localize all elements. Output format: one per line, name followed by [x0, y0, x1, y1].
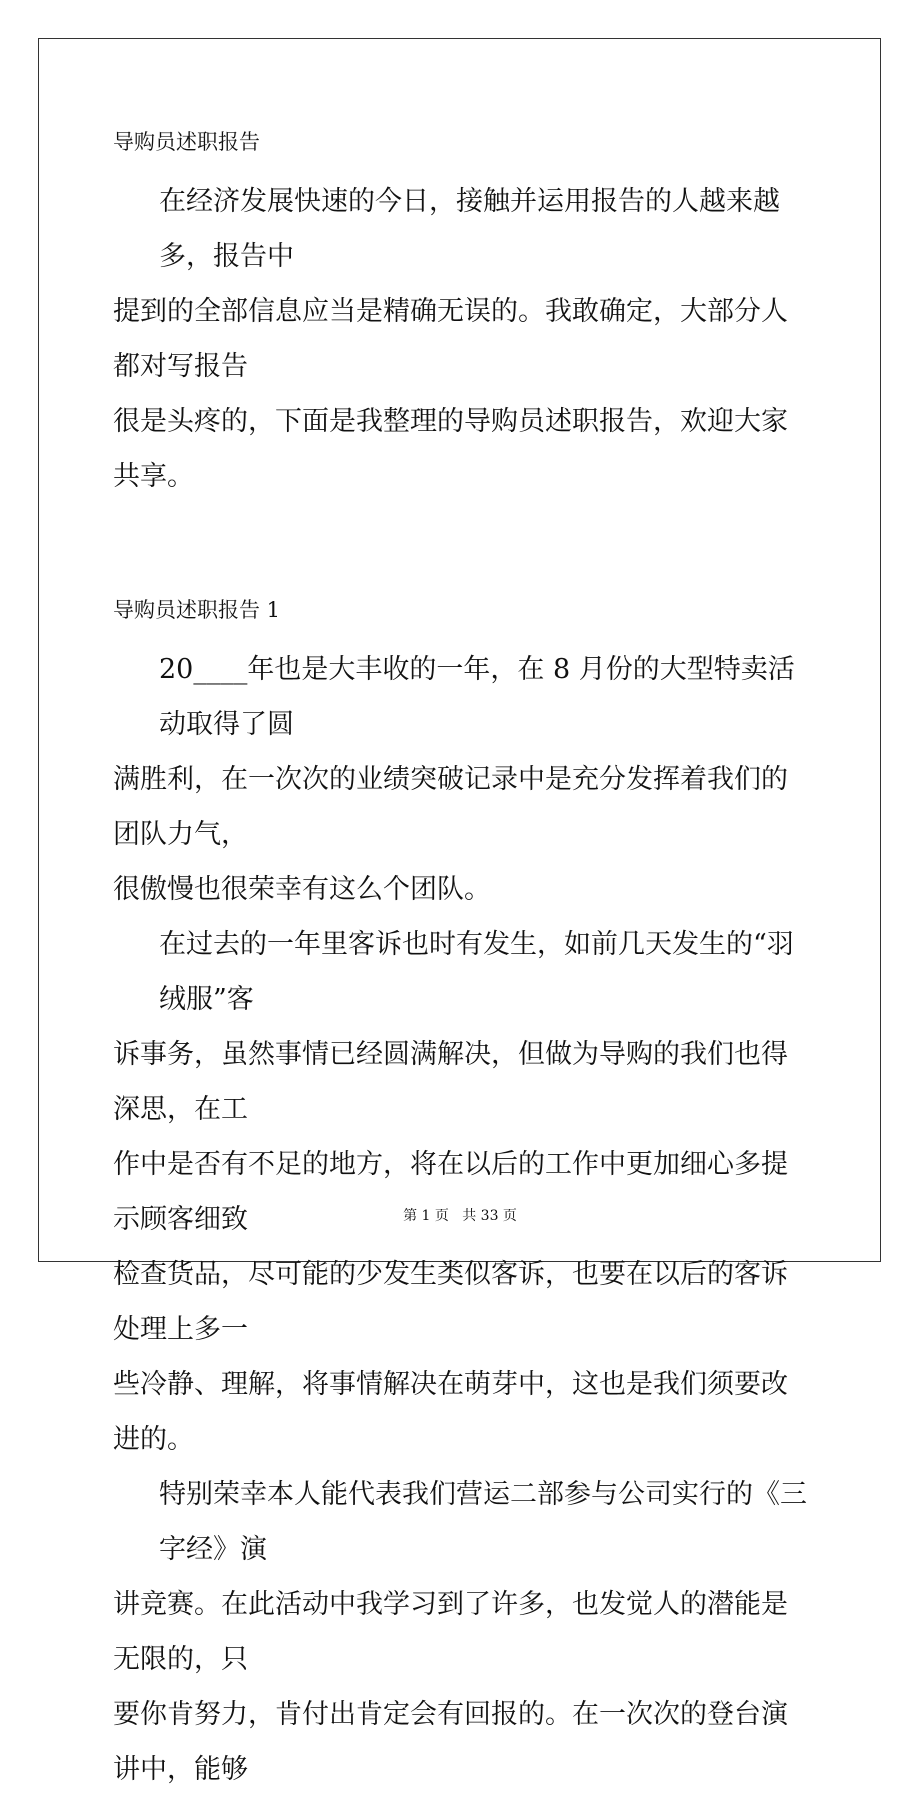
text-line: 在过去的一年里客诉也时有发生，如前几天发生的“羽绒服”客 — [159, 929, 794, 1015]
body-paragraph — [113, 917, 813, 1467]
intro-paragraph — [113, 174, 813, 504]
section-heading: 导购员述职报告 1 — [113, 598, 281, 622]
body-paragraph — [113, 642, 813, 917]
text-line: 检查货品，尽可能的少发生类似客诉，也要在以后的客诉处理上多一 — [113, 1259, 788, 1345]
document-body — [113, 114, 813, 1797]
text-line: 讲竞赛。在此活动中我学习到了许多，也发觉人的潜能是无限的，只 — [113, 1589, 788, 1675]
text-line: 提到的全部信息应当是精确无误的。我敢确定，大部分人都对写报告 — [113, 296, 788, 382]
body-paragraph — [113, 1467, 813, 1797]
text-line: 些冷静、理解，将事情解决在萌芽中，这也是我们须要改进的。 — [113, 1369, 788, 1455]
text-line: 要你肯努力，肯付出肯定会有回报的。在一次次的登台演讲中，能够 — [113, 1699, 788, 1785]
text-line: 20____年也是大丰收的一年，在 8 月份的大型特卖活动取得了圆 — [159, 654, 795, 740]
text-line: 诉事务，虽然事情已经圆满解决，但做为导购的我们也得深思，在工 — [113, 1039, 788, 1125]
text-line: 很傲慢也很荣幸有这么个团队。 — [113, 874, 491, 905]
text-line: 作中是否有不足的地方，将在以后的工作中更加细心多提示顾客细致 — [113, 1149, 788, 1235]
text-line: 很是头疼的，下面是我整理的导购员述职报告，欢迎大家共享。 — [113, 406, 788, 492]
document-title: 导购员述职报告 — [113, 130, 260, 154]
text-line: 特别荣幸本人能代表我们营运二部参与公司实行的《三字经》演 — [159, 1479, 807, 1565]
page-number-footer: 第 1 页 共 33 页 — [403, 1208, 517, 1224]
text-line: 在经济发展快速的今日，接触并运用报告的人越来越多，报告中 — [159, 186, 780, 272]
text-line: 满胜利，在一次次的业绩突破记录中是充分发挥着我们的团队力气， — [113, 764, 788, 850]
